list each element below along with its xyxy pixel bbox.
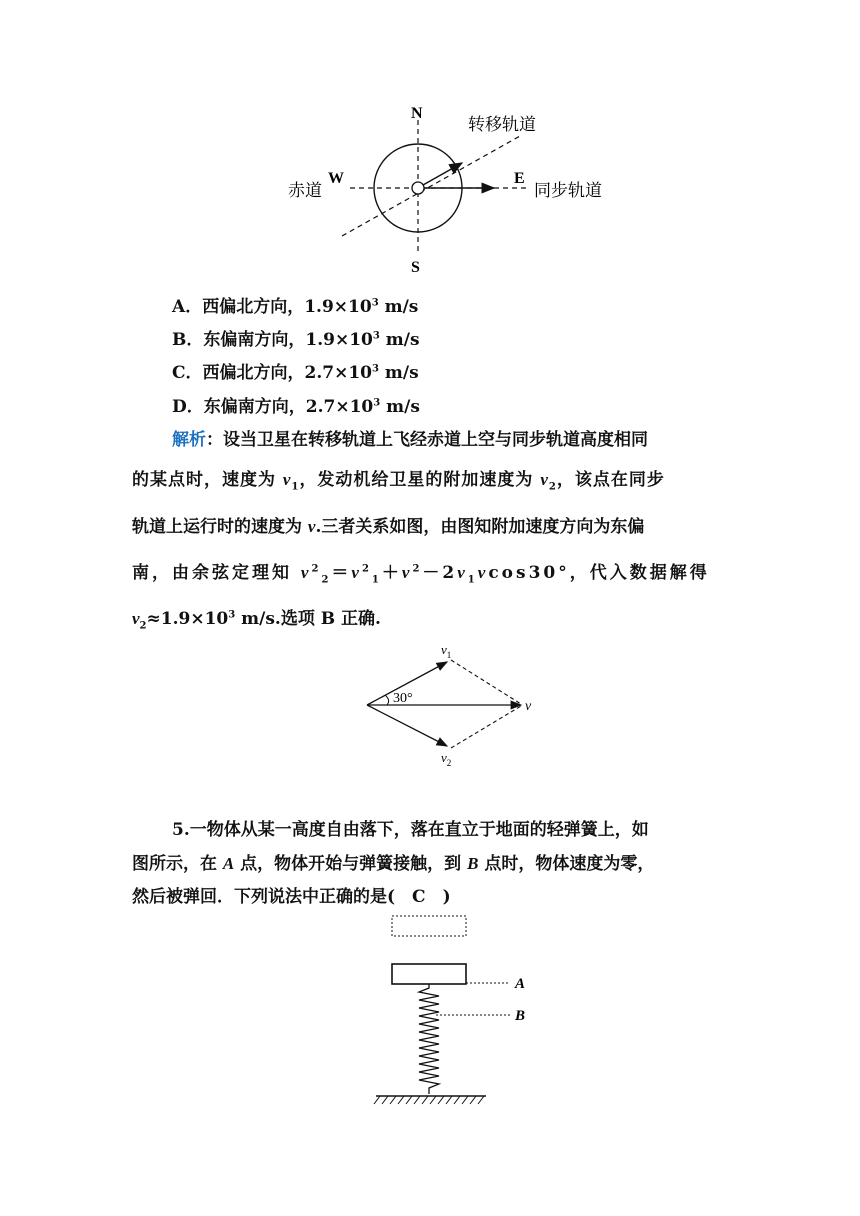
transfer-orbit-label: 转移轨道	[468, 115, 536, 134]
v-label: v	[525, 699, 532, 714]
vector-diagram	[355, 640, 555, 770]
option-b: B．东偏南方向，$1.9\times 10^3$ m/s	[172, 330, 420, 350]
angle-label: 30°	[393, 691, 413, 706]
north-label: N	[411, 105, 423, 122]
analysis-line-5: $v_2\approx 1.9\times 10^3$ m/s.选项 B 正确.	[132, 609, 381, 632]
analysis-keyword: 解析	[172, 430, 206, 450]
analysis-line-2: 的某点时，速度为 $v_1$，发动机给卫星的附加速度为 $v_2$，该点在同步	[132, 470, 665, 493]
point-a-label: A	[515, 976, 526, 992]
option-d: D．东偏南方向，$2.7\times 10^3$ m/s	[172, 397, 420, 417]
east-label: E	[514, 170, 525, 187]
spring	[419, 984, 439, 1094]
q5-line-1: 5.一物体从某一高度自由落下，落在直立于地面的轻弹簧上，如	[172, 820, 649, 840]
analysis-line-4: 南，由余弦定理知 $v^2_2=v^2_1+v^2-2v_1vcos30^\circ$，代入数据解得	[132, 563, 710, 586]
option-a: A．西偏北方向，$1.9\times 10^3$ m/s	[172, 297, 419, 317]
south-label: S	[411, 259, 420, 276]
v2-label: $v_2$	[441, 750, 452, 768]
equator-label: 赤道	[288, 181, 322, 200]
q5-line-3: 然后被弹回．下列说法中正确的是( C )	[132, 887, 451, 907]
analysis-line-1: 解析：设当卫星在转移轨道上飞经赤道上空与同步轨道高度相同	[172, 430, 648, 450]
spring-diagram	[370, 910, 550, 1110]
v1-label: $v_1$	[441, 642, 452, 660]
west-label: W	[328, 170, 344, 187]
sync-orbit-label: 同步轨道	[534, 181, 602, 200]
point-b-label: B	[515, 1008, 526, 1024]
analysis-line-3: 轨道上运行时的速度为 v.三者关系如图，由图知附加速度方向为东偏	[132, 517, 645, 537]
orbit-diagram	[280, 100, 620, 280]
option-c: C．西偏北方向，$2.7\times 10^3$ m/s	[172, 363, 419, 383]
q5-line-2: 图所示，在 A 点，物体开始与弹簧接触，到 B 点时，物体速度为零，	[132, 854, 655, 874]
